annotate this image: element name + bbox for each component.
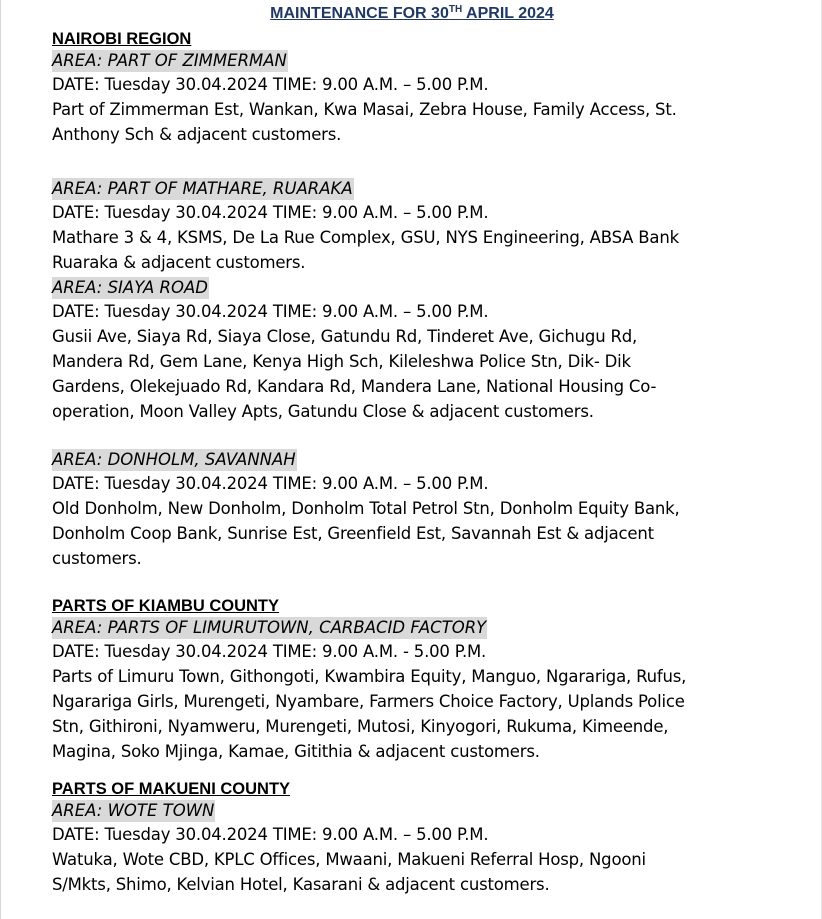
area-heading: AREA: DONHOLM, SAVANNAH bbox=[52, 450, 296, 469]
area-date-time: DATE: Tuesday 30.04.2024 TIME: 9.00 A.M. – 5.00 P.M. bbox=[52, 302, 489, 321]
region-heading-nairobi: NAIROBI REGION bbox=[52, 30, 192, 48]
area-heading: AREA: PART OF MATHARE, RUARAKA bbox=[52, 179, 353, 198]
area-line: operation, Moon Valley Apts, Gatundu Close & adjacent customers. bbox=[52, 402, 594, 421]
area-date-time: DATE: Tuesday 30.04.2024 TIME: 9.00 A.M. – 5.00 P.M. bbox=[52, 825, 489, 844]
area-line: Part of Zimmerman Est, Wankan, Kwa Masai, Zebra House, Family Access, St. bbox=[52, 100, 677, 119]
area-line: Donholm Coop Bank, Sunrise Est, Greenfield Est, Savannah Est & adjacent bbox=[52, 524, 654, 543]
area-block-zimmerman bbox=[52, 50, 792, 178]
area-line: Ruaraka & adjacent customers. bbox=[52, 253, 306, 272]
area-date-time: DATE: Tuesday 30.04.2024 TIME: 9.00 A.M. – 5.00 P.M. bbox=[52, 203, 489, 222]
area-line: Stn, Githironi, Nyamweru, Murengeti, Mutosi, Kinyogori, Rukuma, Kimeende, bbox=[52, 717, 669, 736]
area-line: S/Mkts, Shimo, Kelvian Hotel, Kasarani & adjacent customers. bbox=[52, 875, 550, 894]
area-line: Parts of Limuru Town, Githongoti, Kwambira Equity, Manguo, Ngarariga, Rufus, bbox=[52, 667, 687, 686]
area-heading: AREA: PART OF ZIMMERMAN bbox=[52, 51, 287, 70]
area-line: Gardens, Olekejuado Rd, Kandara Rd, Mandera Lane, National Housing Co- bbox=[52, 377, 657, 396]
area-line: Gusii Ave, Siaya Rd, Siaya Close, Gatundu Rd, Tinderet Ave, Gichugu Rd, bbox=[52, 327, 638, 346]
area-block-wote bbox=[52, 800, 792, 897]
area-date-time: DATE: Tuesday 30.04.2024 TIME: 9.00 A.M. - 5.00 P.M. bbox=[52, 642, 487, 661]
area-line: Anthony Sch & adjacent customers. bbox=[52, 125, 342, 144]
area-heading: AREA: WOTE TOWN bbox=[52, 801, 215, 820]
area-heading: AREA: SIAYA ROAD bbox=[52, 278, 208, 297]
area-date-time: DATE: Tuesday 30.04.2024 TIME: 9.00 A.M. – 5.00 P.M. bbox=[52, 75, 489, 94]
area-line: Magina, Soko Mjinga, Kamae, Gitithia & adjacent customers. bbox=[52, 742, 540, 761]
page-title-text: MAINTENANCE FOR 30TH APRIL 2024 bbox=[270, 4, 554, 22]
area-block-limuru bbox=[52, 617, 792, 778]
area-line: Old Donholm, New Donholm, Donholm Total Petrol Stn, Donholm Equity Bank, bbox=[52, 499, 680, 518]
area-line: Mathare 3 & 4, KSMS, De La Rue Complex, GSU, NYS Engineering, ABSA Bank bbox=[52, 228, 679, 247]
page-title bbox=[1, 4, 822, 24]
region-heading-kiambu: PARTS OF KIAMBU COUNTY bbox=[52, 597, 280, 615]
area-block-donholm bbox=[52, 449, 792, 595]
document-content bbox=[52, 28, 792, 897]
area-heading: AREA: PARTS OF LIMURUTOWN, CARBACID FACTORY bbox=[52, 618, 487, 637]
area-line: Ngarariga Girls, Murengeti, Nyambare, Farmers Choice Factory, Uplands Police bbox=[52, 692, 685, 711]
area-line: customers. bbox=[52, 549, 142, 568]
region-heading-makueni: PARTS OF MAKUENI COUNTY bbox=[52, 780, 291, 798]
area-line: Mandera Rd, Gem Lane, Kenya High Sch, Kileleshwa Police Stn, Dik- Dik bbox=[52, 352, 631, 371]
area-date-time: DATE: Tuesday 30.04.2024 TIME: 9.00 A.M. – 5.00 P.M. bbox=[52, 474, 489, 493]
area-block-siaya-road bbox=[52, 277, 792, 449]
area-block-mathare bbox=[52, 178, 792, 277]
area-line: Watuka, Wote CBD, KPLC Offices, Mwaani, Makueni Referral Hosp, Ngooni bbox=[52, 850, 646, 869]
